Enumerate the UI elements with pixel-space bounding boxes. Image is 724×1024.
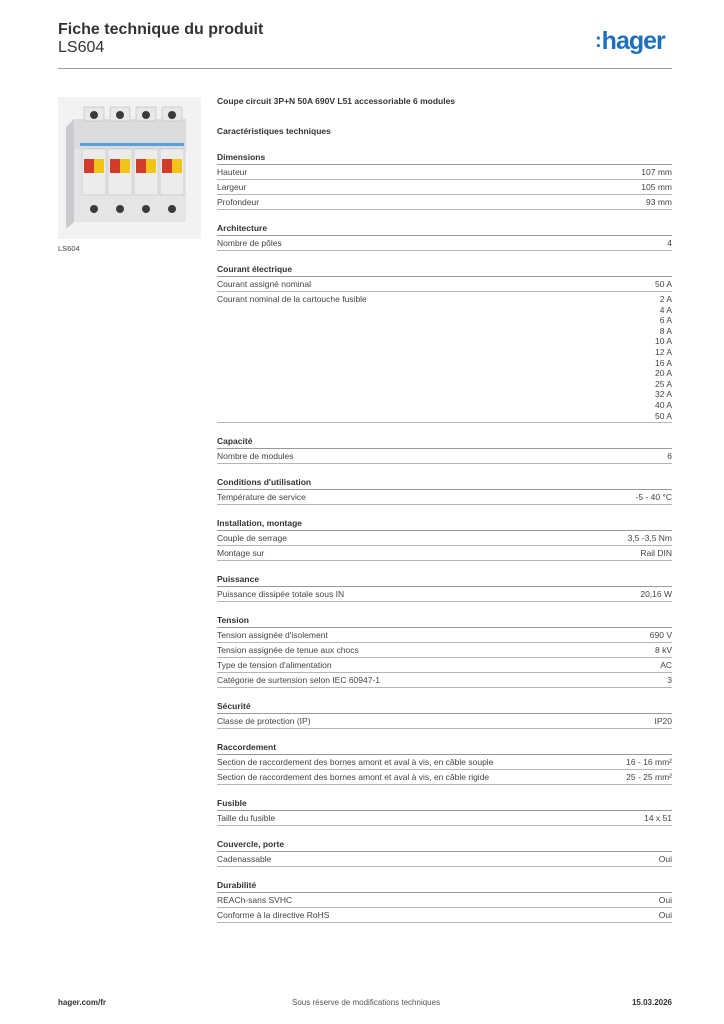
spec-row: [217, 531, 672, 546]
spec-label: Cadenassable: [217, 854, 272, 865]
spec-group-title: Architecture: [217, 222, 672, 236]
spec-value-item: 4 A: [659, 304, 672, 315]
spec-value-item: 8 kV: [654, 645, 672, 656]
spec-group: [217, 263, 672, 423]
spec-row: [217, 908, 672, 923]
spec-group-title: Raccordement: [217, 741, 672, 755]
spec-row: [217, 658, 672, 673]
spec-value: [667, 675, 672, 686]
spec-label: Nombre de modules: [217, 451, 294, 462]
spec-group-title: Durabilité: [217, 879, 672, 893]
spec-row: [217, 893, 672, 908]
spec-value: [640, 589, 672, 600]
document-title: Fiche technique du produit: [58, 21, 264, 38]
spec-group: [217, 797, 672, 826]
spec-row: [217, 673, 672, 688]
spec-value-item: 10 A: [654, 336, 672, 347]
spec-group-title: Capacité: [217, 435, 672, 449]
group-spacer: [217, 423, 672, 435]
footer-notice: Sous réserve de modifications techniques: [292, 998, 441, 1007]
header-divider: [58, 68, 672, 69]
spec-value-item: 50 A: [654, 410, 672, 421]
group-spacer: [217, 561, 672, 573]
spec-value: [659, 895, 672, 906]
spec-value: [626, 757, 672, 768]
spec-group: [217, 573, 672, 602]
spec-value-item: Rail DIN: [640, 548, 672, 559]
spec-value-item: 690 V: [649, 630, 672, 641]
group-spacer: [217, 688, 672, 700]
footer-date: 15.03.2026: [631, 998, 672, 1007]
spec-row: [217, 236, 672, 251]
spec-row: [217, 628, 672, 643]
spec-value-item: 40 A: [654, 399, 672, 410]
spec-group: [217, 476, 672, 505]
spec-label: Profondeur: [217, 197, 260, 207]
spec-value-item: Oui: [658, 910, 672, 921]
spec-value: [655, 645, 672, 656]
spec-value: [660, 660, 672, 671]
spec-group-title: Fusible: [217, 797, 672, 811]
spec-label: Température de service: [217, 492, 306, 503]
spec-label: Taille du fusible: [217, 813, 276, 824]
spec-label: REACh-sans SVHC: [217, 895, 293, 906]
spec-value-item: 25 - 25 mm²: [626, 772, 672, 783]
spec-value-item: 50 A: [654, 279, 672, 289]
spec-group-title: Couvercle, porte: [217, 838, 672, 852]
spec-value-item: 3: [667, 675, 672, 686]
spec-group-title: Courant électrique: [217, 263, 672, 277]
spec-label: Tension assignée d'isolement: [217, 630, 328, 641]
spec-value: [628, 533, 672, 544]
spec-group: [217, 838, 672, 867]
fuse-holder-illustration: [58, 97, 201, 239]
spec-value-item: 105 mm: [641, 182, 672, 192]
spec-value: [655, 294, 672, 421]
spec-group-title: Puissance: [217, 573, 672, 587]
spec-value: [641, 167, 672, 178]
spec-label: Montage sur: [217, 548, 265, 559]
spec-value-item: Oui: [658, 854, 672, 865]
spec-label: Courant nominal de la cartouche fusible: [217, 294, 367, 304]
brand-logo[interactable]: [595, 27, 665, 56]
spec-label: Couple de serrage: [217, 533, 287, 544]
spec-value-item: 6: [667, 451, 672, 462]
spec-value: [659, 910, 672, 921]
spec-value-item: IP20: [654, 716, 672, 727]
spec-label: Section de raccordement des bornes amont et aval à vis, en câble souple: [217, 757, 494, 768]
spec-row: [217, 546, 672, 561]
spec-value: [640, 548, 672, 559]
spec-value-item: 25 A: [654, 378, 672, 389]
spec-row: [217, 587, 672, 602]
spec-row: [217, 643, 672, 658]
spec-label: Largeur: [217, 182, 247, 192]
spec-value: [650, 630, 672, 641]
spec-group: [217, 517, 672, 561]
spec-value-item: -5 - 40 °C: [635, 492, 672, 503]
spec-row: [217, 811, 672, 826]
spec-row: [217, 180, 672, 195]
spec-row: [217, 714, 672, 729]
spec-row: [217, 165, 672, 180]
spec-row: [217, 292, 672, 423]
spec-value-item: AC: [660, 660, 672, 671]
spec-value-item: 32 A: [654, 389, 672, 400]
spec-label: Type de tension d'alimentation: [217, 660, 332, 671]
spec-group-title: Sécurité: [217, 700, 672, 714]
spec-value: [667, 451, 672, 462]
spec-value-item: 14 x 51: [644, 813, 672, 824]
spec-group-title: Conditions d'utilisation: [217, 476, 672, 490]
spec-value: [626, 772, 672, 783]
spec-row: [217, 490, 672, 505]
spec-value: [644, 813, 672, 824]
spec-group: [217, 614, 672, 688]
spec-group-title: Dimensions: [217, 151, 672, 165]
spec-group: [217, 151, 672, 210]
footer-website-link[interactable]: hager.com/fr: [58, 998, 107, 1007]
spec-label: Catégorie de surtension selon IEC 60947-1: [217, 675, 381, 686]
spec-value: [659, 854, 672, 865]
spec-label: Conforme à la directive RoHS: [217, 910, 330, 921]
group-spacer: [217, 729, 672, 741]
spec-value: [636, 492, 672, 503]
spec-value-item: 8 A: [659, 325, 672, 336]
product-image: [58, 97, 201, 239]
spec-label: Nombre de pôles: [217, 238, 282, 248]
spec-value-item: 20,16 W: [640, 589, 672, 600]
spec-value: [655, 279, 672, 290]
spec-row: [217, 755, 672, 770]
spec-label: Hauteur: [217, 167, 248, 177]
spec-value-item: 107 mm: [641, 167, 672, 177]
group-spacer: [217, 867, 672, 879]
image-caption: LS604: [58, 244, 80, 253]
spec-value-item: 6 A: [659, 315, 672, 326]
group-spacer: [217, 464, 672, 476]
spec-group-title: Tension: [217, 614, 672, 628]
spec-value: [667, 238, 672, 249]
spec-row: [217, 449, 672, 464]
spec-value-item: 93 mm: [646, 197, 672, 207]
group-spacer: [217, 210, 672, 222]
logo-dots: :: [595, 30, 602, 52]
spec-label: Section de raccordement des bornes amont et aval à vis, en câble rigide: [217, 772, 490, 783]
logo-text: hager: [601, 27, 665, 55]
spec-label: Tension assignée de tenue aux chocs: [217, 645, 359, 656]
spec-value: [646, 197, 672, 208]
spec-group: [217, 435, 672, 464]
spec-group: [217, 879, 672, 923]
spec-value-item: 2 A: [659, 294, 672, 304]
spec-heading: Caractéristiques techniques: [217, 126, 331, 136]
spec-group: [217, 700, 672, 729]
group-spacer: [217, 602, 672, 614]
product-reference: LS604: [58, 39, 105, 56]
group-spacer: [217, 785, 672, 797]
spec-value-item: 12 A: [654, 346, 672, 357]
spec-group: [217, 222, 672, 251]
group-spacer: [217, 826, 672, 838]
spec-value-item: 16 - 16 mm²: [626, 757, 672, 768]
spec-row: [217, 852, 672, 867]
spec-row: [217, 195, 672, 210]
spec-row: [217, 770, 672, 785]
spec-label: Courant assigné nominal: [217, 279, 312, 289]
spec-row: [217, 277, 672, 292]
spec-value-item: 16 A: [654, 357, 672, 368]
spec-value-item: 3,5 -3,5 Nm: [627, 533, 672, 544]
spec-value-item: 4: [667, 238, 672, 248]
spec-groups: [217, 151, 672, 923]
group-spacer: [217, 251, 672, 263]
spec-value: [641, 182, 672, 193]
spec-section: [217, 95, 672, 923]
product-description: Coupe circuit 3P+N 50A 690V L51 accessoriable 6 modules: [217, 96, 456, 106]
spec-value-item: Oui: [658, 895, 672, 906]
spec-label: Puissance dissipée totale sous IN: [217, 589, 345, 600]
spec-value: [655, 716, 673, 727]
group-spacer: [217, 505, 672, 517]
spec-label: Classe de protection (IP): [217, 716, 311, 727]
spec-value-item: 20 A: [654, 368, 672, 379]
spec-group-title: Installation, montage: [217, 517, 672, 531]
spec-group: [217, 741, 672, 785]
